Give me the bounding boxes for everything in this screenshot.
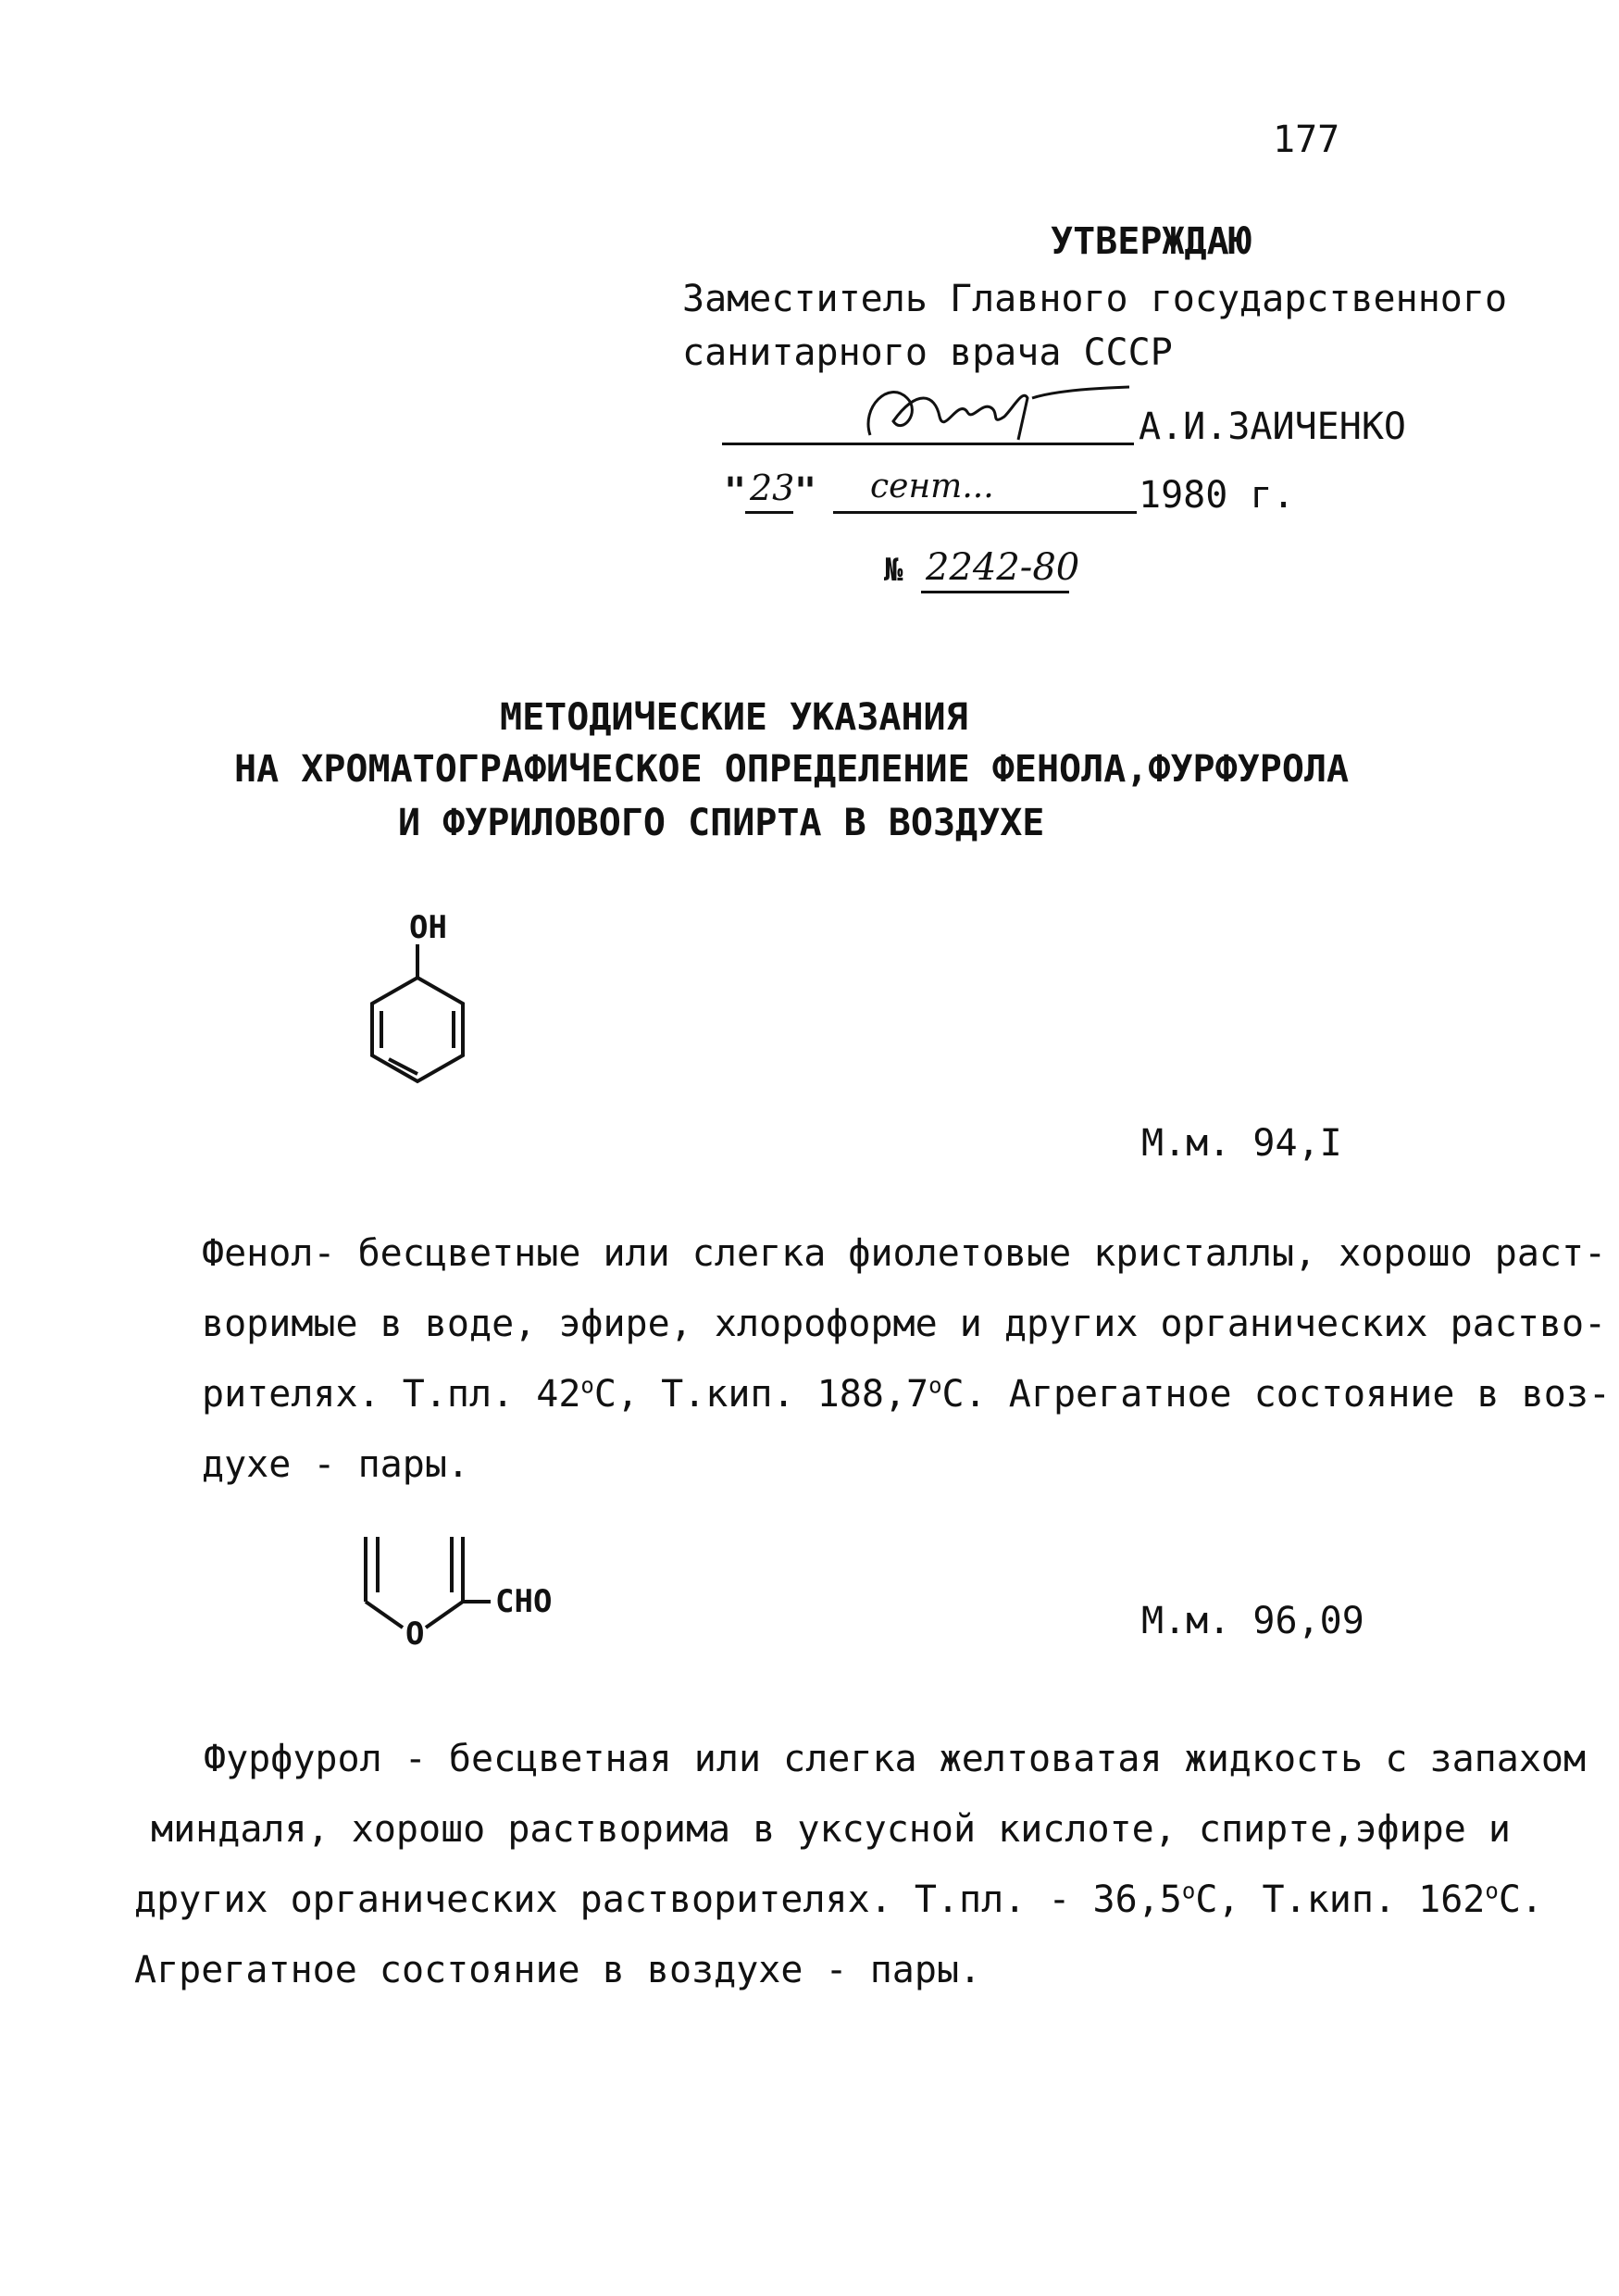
page-number: 177 (1273, 119, 1340, 161)
furfural-o-label: O (405, 1616, 425, 1653)
furfural-cho-label: CHO (495, 1583, 553, 1620)
approver-name: А.И.ЗАИЧЕНКО (1139, 406, 1406, 448)
phenol-text-line3: рителях. Т.пл. $42^оС$, Т.кип. $188,7^оС$. Агрегатное состояние в воз- (202, 1372, 1612, 1416)
furfural-text-line1: Фурфурол - бесцветная или слегка желтоватая жидкость с запахом (204, 1738, 1587, 1780)
approval-position-line2: санитарного врача СССР (682, 331, 1173, 374)
approval-title: УТВЕРЖДАЮ (1051, 220, 1252, 263)
document-title-line2: НА ХРОМАТОГРАФИЧЕСКОЕ ОПРЕДЕЛЕНИЕ ФЕНОЛА,ФУРФУРОЛА (234, 748, 1350, 791)
document-number: 2242-80 (926, 546, 1080, 589)
phenol-text-line1: Фенол- бесцветные или слегка фиолетовые кристаллы, хорошо раст- (202, 1232, 1607, 1275)
phenol-structure (352, 944, 481, 1111)
date-close-quote: " (794, 470, 817, 513)
document-title-line1: МЕТОДИЧЕСКИЕ УКАЗАНИЯ (500, 696, 968, 739)
furfural-molar-mass: М.м. 96,09 (1141, 1600, 1364, 1642)
date-month: сент... (870, 468, 994, 505)
furfural-text-line4: Агрегатное состояние в воздухе - пары. (134, 1949, 982, 1991)
number-sign: № (884, 552, 903, 589)
furfural-description (134, 1724, 1586, 2005)
furfural-text-line2: миндаля, хорошо растворима в уксусной кислоте, спирте,эфире и (151, 1808, 1512, 1851)
signature (852, 370, 1157, 444)
phenol-text-line4: духе - пары. (202, 1443, 469, 1486)
document-title-line3: И ФУРИЛОВОГО СПИРТА В ВОЗДУХЕ (398, 802, 1045, 844)
date-month-underline (833, 511, 1137, 514)
document-number-underline (921, 591, 1069, 593)
phenol-description (202, 1218, 1611, 1500)
date-year: 1980 г. (1139, 474, 1295, 517)
approval-position-line1: Заместитель Главного государственного (682, 278, 1508, 320)
furfural-text-line3: других органических растворителях. Т.пл. - $36,5^оС$, Т.кип. $162^оС$. (134, 1878, 1544, 1921)
date-day-underline (745, 511, 793, 514)
phenol-text-line2: воримые в воде, эфире, хлороформе и других органических раство- (202, 1303, 1607, 1345)
phenol-oh-label: OH (409, 909, 447, 946)
date-day: 23 (750, 468, 795, 508)
phenol-molar-mass: М.м. 94,I (1141, 1122, 1342, 1165)
date-open-quote: " (724, 470, 747, 513)
